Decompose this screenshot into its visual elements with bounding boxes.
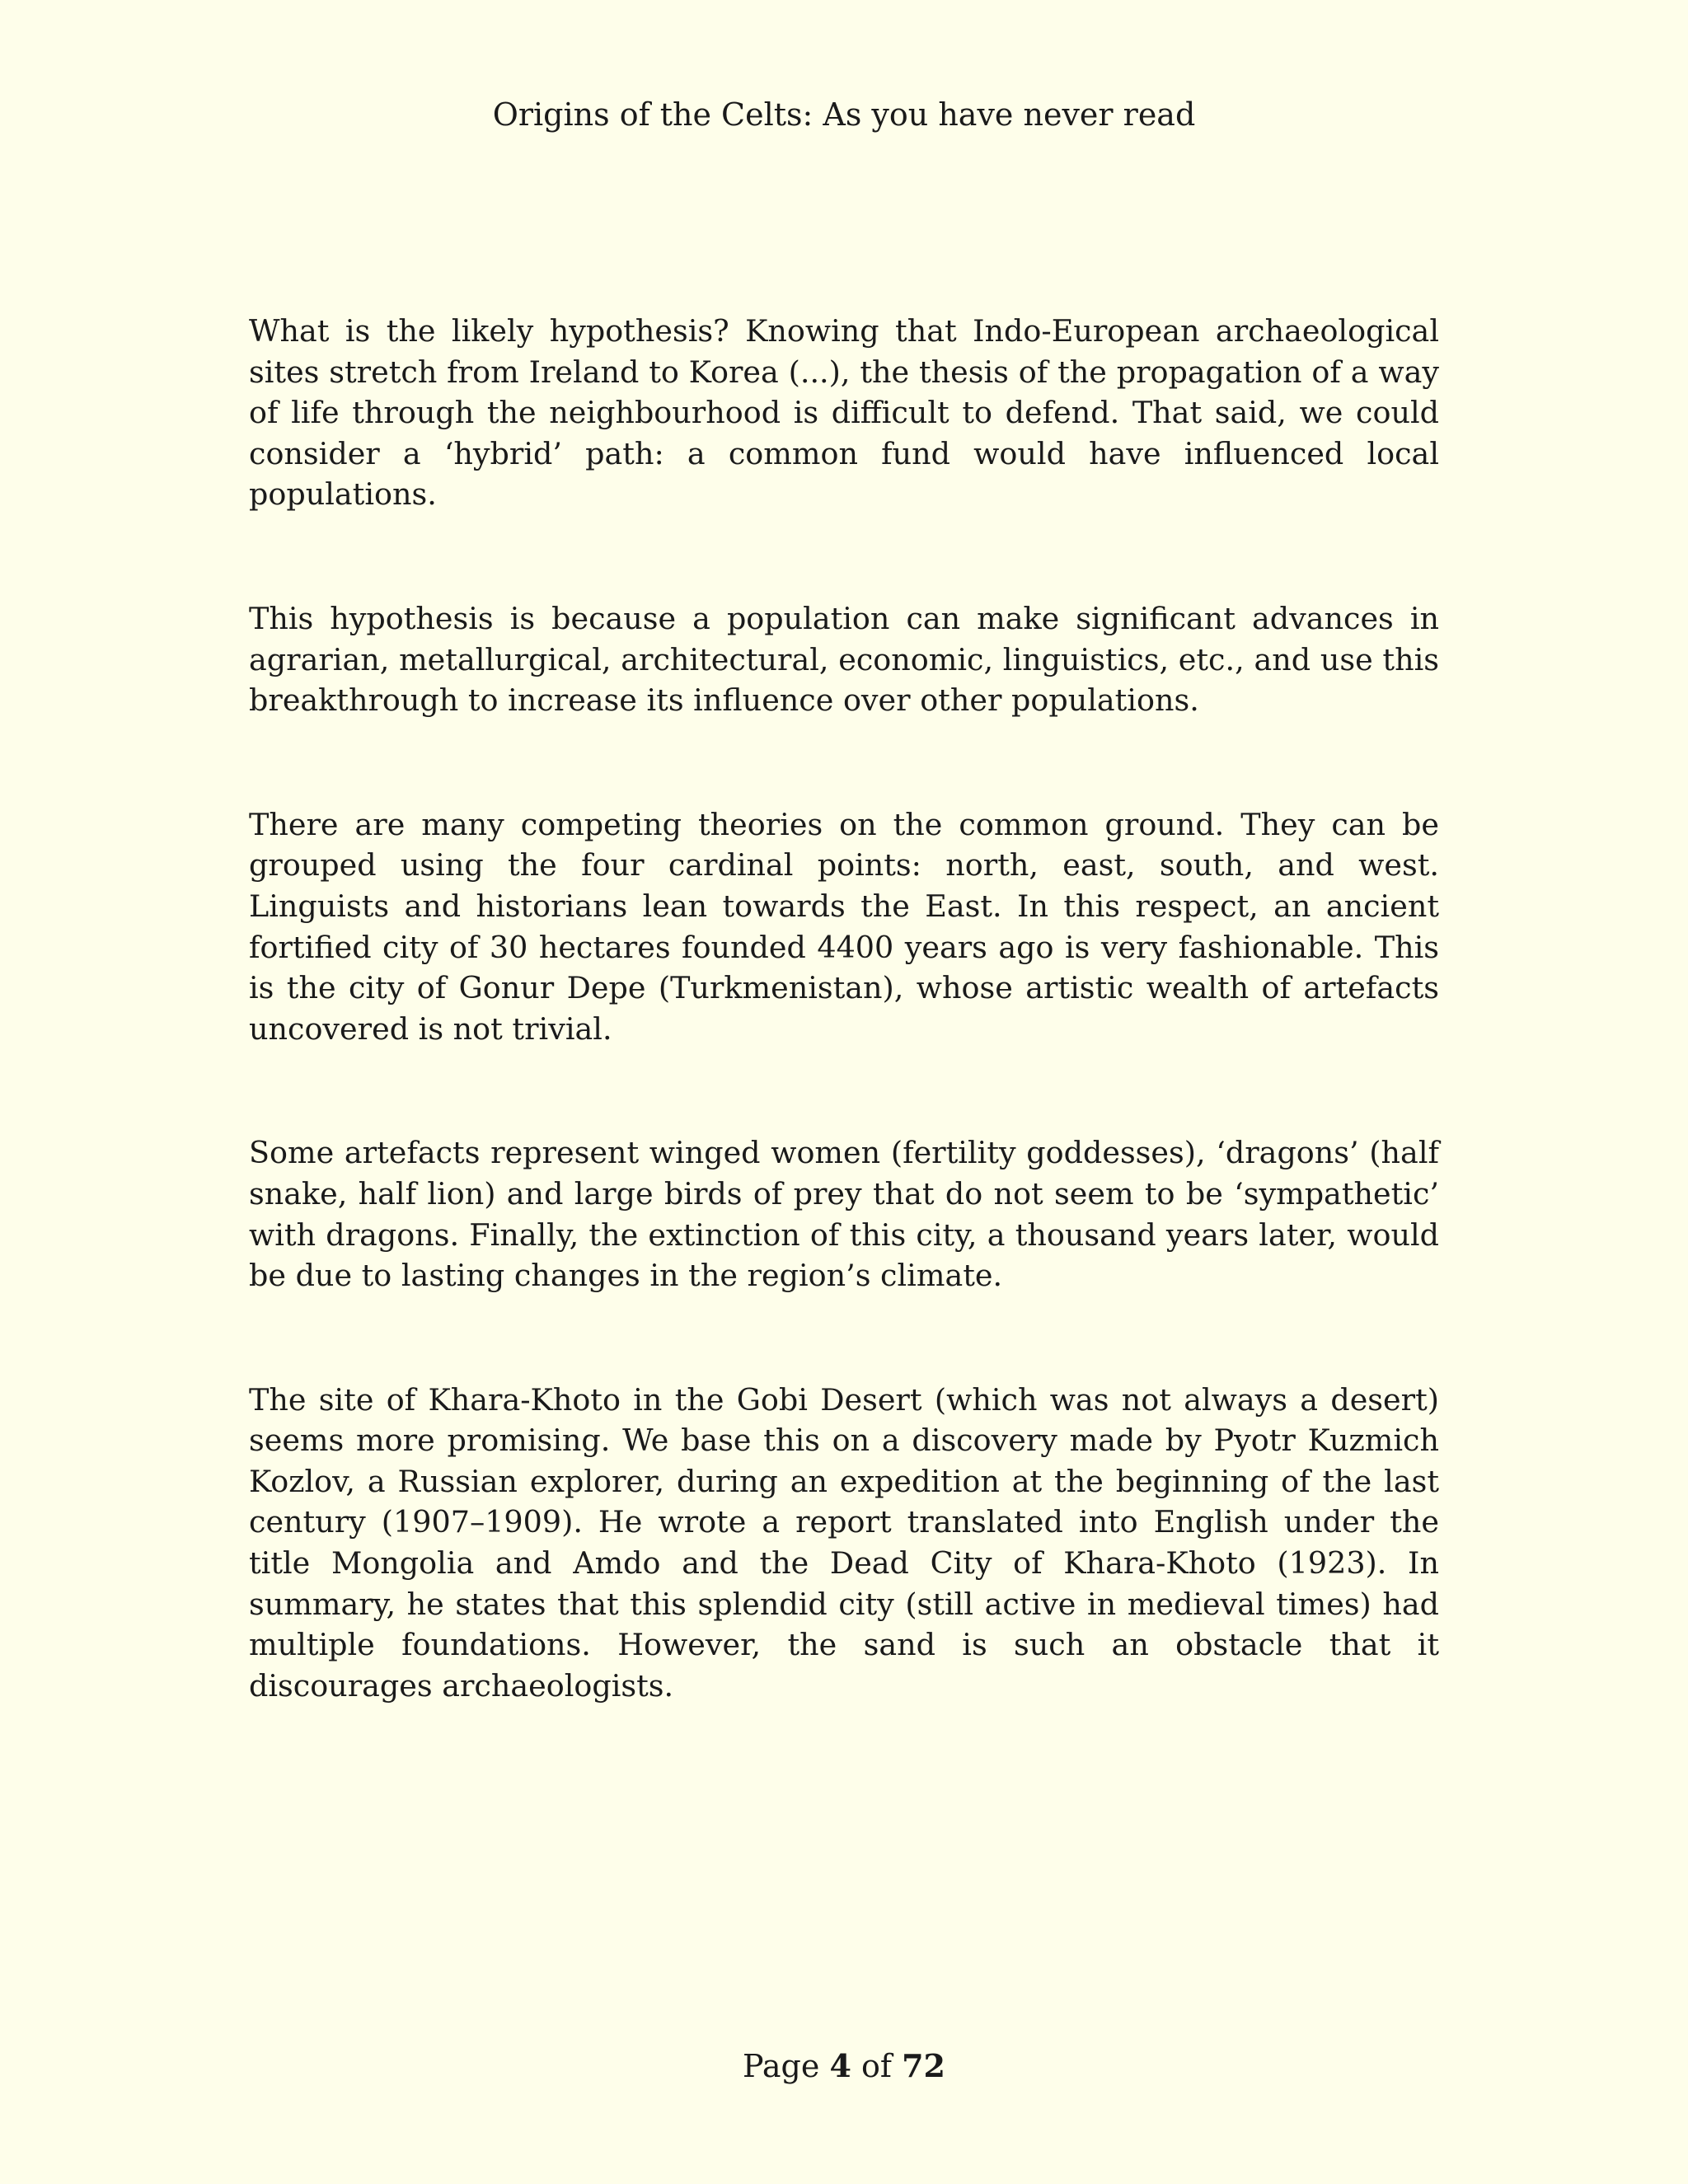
page-number-footer (0, 2046, 1688, 2087)
total-pages-number: 72 (902, 2047, 945, 2084)
body-text (249, 311, 1439, 1789)
paragraph: What is the likely hypothesis? Knowing that Indo-European archaeological sites stretch from Ireland to Korea (...), the thesis of the propagation of a way of life through the neighbourhood is difficult to defend. That said, we could consider a ‘hybrid’ path: a common fund would have influenced local populations. (249, 313, 1439, 513)
running-header-title: Origins of the Celts: As you have never read (492, 96, 1196, 133)
paragraph: There are many competing theories on the common ground. They can be grouped using the four cardinal points: north, east, south, and west. Linguists and historians lean towards the East. In this respect, an ancient fortified city of 30 hectares founded 4400 years ago is very fashionable. This is the city of Gonur Depe (Turkmenistan), whose artistic wealth of artefacts uncovered is not trivial. (249, 806, 1439, 1047)
paragraph: Some artefacts represent winged women (fertility goddesses), ‘dragons’ (half snake, half lion) and large birds of prey that do not seem to be ‘sympathetic’ with dragons. Finally, the extinction of this city, a thousand years later, would be due to lasting changes in the region’s climate. (249, 1135, 1439, 1294)
of-label: of (861, 2048, 892, 2084)
paragraph: The site of Khara-Khoto in the Gobi Desert (which was not always a desert) seems more promising. We base this on a discovery made by Pyotr Kuzmich Kozlov, a Russian explorer, during an expedition at the beginning of the last century (1907–1909). He wrote a report translated into English under the title Mongolia and Amdo and the Dead City of Khara-Khoto (1923). In summary, he states that this splendid city (still active in medieval times) had multiple foundations. However, the sand is such an obstacle that it discourages archaeologists. (249, 1381, 1439, 1704)
page-label: Page (743, 2048, 820, 2084)
paragraph: This hypothesis is because a population can make significant advances in agrarian, metallurgical, architectural, economic, linguistics, etc., and use this breakthrough to increase its influence over other populations. (249, 600, 1439, 719)
current-page-number: 4 (829, 2047, 851, 2084)
